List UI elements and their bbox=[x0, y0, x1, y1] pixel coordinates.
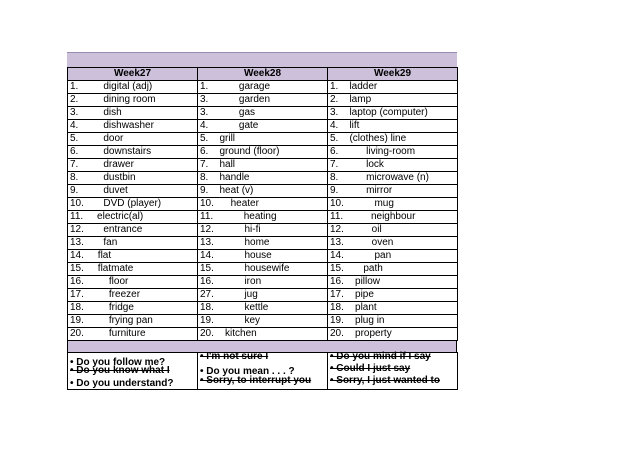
vocab-cell: 19. frying pan bbox=[68, 315, 198, 328]
vocab-cell: 8. dustbin bbox=[68, 172, 198, 185]
vocabulary-table bbox=[67, 67, 458, 341]
table-row bbox=[68, 133, 458, 146]
phrase: • I'm not sure I bbox=[200, 351, 269, 362]
vocab-cell: 14. house bbox=[198, 250, 328, 263]
vocab-cell: 3. laptop (computer) bbox=[328, 107, 458, 120]
vocab-cell: 9. mirror bbox=[328, 185, 458, 198]
vocab-cell: 6. living-room bbox=[328, 146, 458, 159]
vocabulary-sheet bbox=[67, 52, 457, 390]
phrases-table bbox=[67, 352, 458, 390]
vocab-cell: 3. garden bbox=[198, 94, 328, 107]
phrase: • Do you understand? bbox=[70, 378, 174, 389]
vocab-cell: 18. plant bbox=[328, 302, 458, 315]
table-row bbox=[68, 94, 458, 107]
vocab-cell: 6. downstairs bbox=[68, 146, 198, 159]
week29-header: Week29 bbox=[328, 68, 458, 81]
vocab-cell: 14. pan bbox=[328, 250, 458, 263]
header-row bbox=[68, 68, 458, 81]
vocab-cell: 8. handle bbox=[198, 172, 328, 185]
vocab-cell: 5. door bbox=[68, 133, 198, 146]
week27-header: Week27 bbox=[68, 68, 198, 81]
vocab-cell: 4. lift bbox=[328, 120, 458, 133]
vocab-cell: 19. plug in bbox=[328, 315, 458, 328]
table-row bbox=[68, 120, 458, 133]
vocab-cell: 4. gate bbox=[198, 120, 328, 133]
vocab-cell: 3. dish bbox=[68, 107, 198, 120]
vocab-cell: 4. dishwasher bbox=[68, 120, 198, 133]
vocab-cell: 12. entrance bbox=[68, 224, 198, 237]
vocab-cell: 11. heating bbox=[198, 211, 328, 224]
table-row bbox=[68, 302, 458, 315]
table-row bbox=[68, 276, 458, 289]
vocab-cell: 13. home bbox=[198, 237, 328, 250]
table-row bbox=[68, 263, 458, 276]
vocab-cell: 9. duvet bbox=[68, 185, 198, 198]
phrase: • Could I just say bbox=[330, 363, 411, 374]
phrases-col3 bbox=[328, 353, 458, 390]
vocab-cell: 16. pillow bbox=[328, 276, 458, 289]
vocab-cell: 18. kettle bbox=[198, 302, 328, 315]
vocab-cell: 10. DVD (player) bbox=[68, 198, 198, 211]
phrases-col2 bbox=[198, 353, 328, 390]
vocab-cell: 20. kitchen bbox=[198, 328, 328, 341]
vocab-cell: 13. fan bbox=[68, 237, 198, 250]
vocab-cell: 12. oil bbox=[328, 224, 458, 237]
vocab-cell: 17. pipe bbox=[328, 289, 458, 302]
vocab-cell: 12. hi-fi bbox=[198, 224, 328, 237]
vocab-cell: 20. furniture bbox=[68, 328, 198, 341]
phrase: • Do you know what I bbox=[70, 365, 170, 376]
vocab-cell: 17. freezer bbox=[68, 289, 198, 302]
vocab-cell: 10. heater bbox=[198, 198, 328, 211]
vocab-cell: 10. mug bbox=[328, 198, 458, 211]
vocab-cell: 5. grill bbox=[198, 133, 328, 146]
table-row bbox=[68, 224, 458, 237]
phrase: • Do you mind if I say bbox=[330, 351, 431, 362]
phrase: • Do you follow me? bbox=[70, 357, 166, 368]
table-row bbox=[68, 211, 458, 224]
phrase: • Sorry, to interrupt you bbox=[200, 375, 312, 386]
table-row bbox=[68, 185, 458, 198]
vocab-cell: 7. lock bbox=[328, 159, 458, 172]
vocab-cell: 9. heat (v) bbox=[198, 185, 328, 198]
vocab-cell: 1. garage bbox=[198, 81, 328, 94]
table-row bbox=[68, 328, 458, 341]
vocab-cell: 1. ladder bbox=[328, 81, 458, 94]
vocab-cell: 15. path bbox=[328, 263, 458, 276]
vocab-cell: 8. microwave (n) bbox=[328, 172, 458, 185]
vocab-cell: 11. electric(al) bbox=[68, 211, 198, 224]
table-row bbox=[68, 198, 458, 211]
vocab-cell: 16. floor bbox=[68, 276, 198, 289]
phrases-col1 bbox=[68, 353, 198, 390]
vocab-cell: 2. lamp bbox=[328, 94, 458, 107]
vocab-cell: 13. oven bbox=[328, 237, 458, 250]
vocab-cell: 18. fridge bbox=[68, 302, 198, 315]
vocab-cell: 1. digital (adj) bbox=[68, 81, 198, 94]
table-row bbox=[68, 237, 458, 250]
vocab-cell: 11. neighbour bbox=[328, 211, 458, 224]
vocab-cell: 27. jug bbox=[198, 289, 328, 302]
table-row bbox=[68, 146, 458, 159]
vocab-cell: 15. flatmate bbox=[68, 263, 198, 276]
vocab-cell: 20. property bbox=[328, 328, 458, 341]
vocab-cell: 15. housewife bbox=[198, 263, 328, 276]
vocab-cell: 5. (clothes) line bbox=[328, 133, 458, 146]
week28-header: Week28 bbox=[198, 68, 328, 81]
vocab-cell: 7. drawer bbox=[68, 159, 198, 172]
table-row bbox=[68, 107, 458, 120]
vocab-cell: 14. flat bbox=[68, 250, 198, 263]
table-row bbox=[68, 315, 458, 328]
vocab-cell: 3. gas bbox=[198, 107, 328, 120]
vocab-cell: 2. dining room bbox=[68, 94, 198, 107]
top-band bbox=[67, 52, 457, 67]
phrase: • Do you mean . . . ? bbox=[200, 366, 295, 377]
table-row bbox=[68, 172, 458, 185]
vocab-cell: 19. key bbox=[198, 315, 328, 328]
table-row bbox=[68, 289, 458, 302]
phrase: • Sorry, I just wanted to bbox=[330, 375, 440, 386]
vocab-cell: 7. hall bbox=[198, 159, 328, 172]
table-row bbox=[68, 81, 458, 94]
vocab-cell: 6. ground (floor) bbox=[198, 146, 328, 159]
vocab-cell: 16. iron bbox=[198, 276, 328, 289]
table-row bbox=[68, 159, 458, 172]
table-row bbox=[68, 250, 458, 263]
